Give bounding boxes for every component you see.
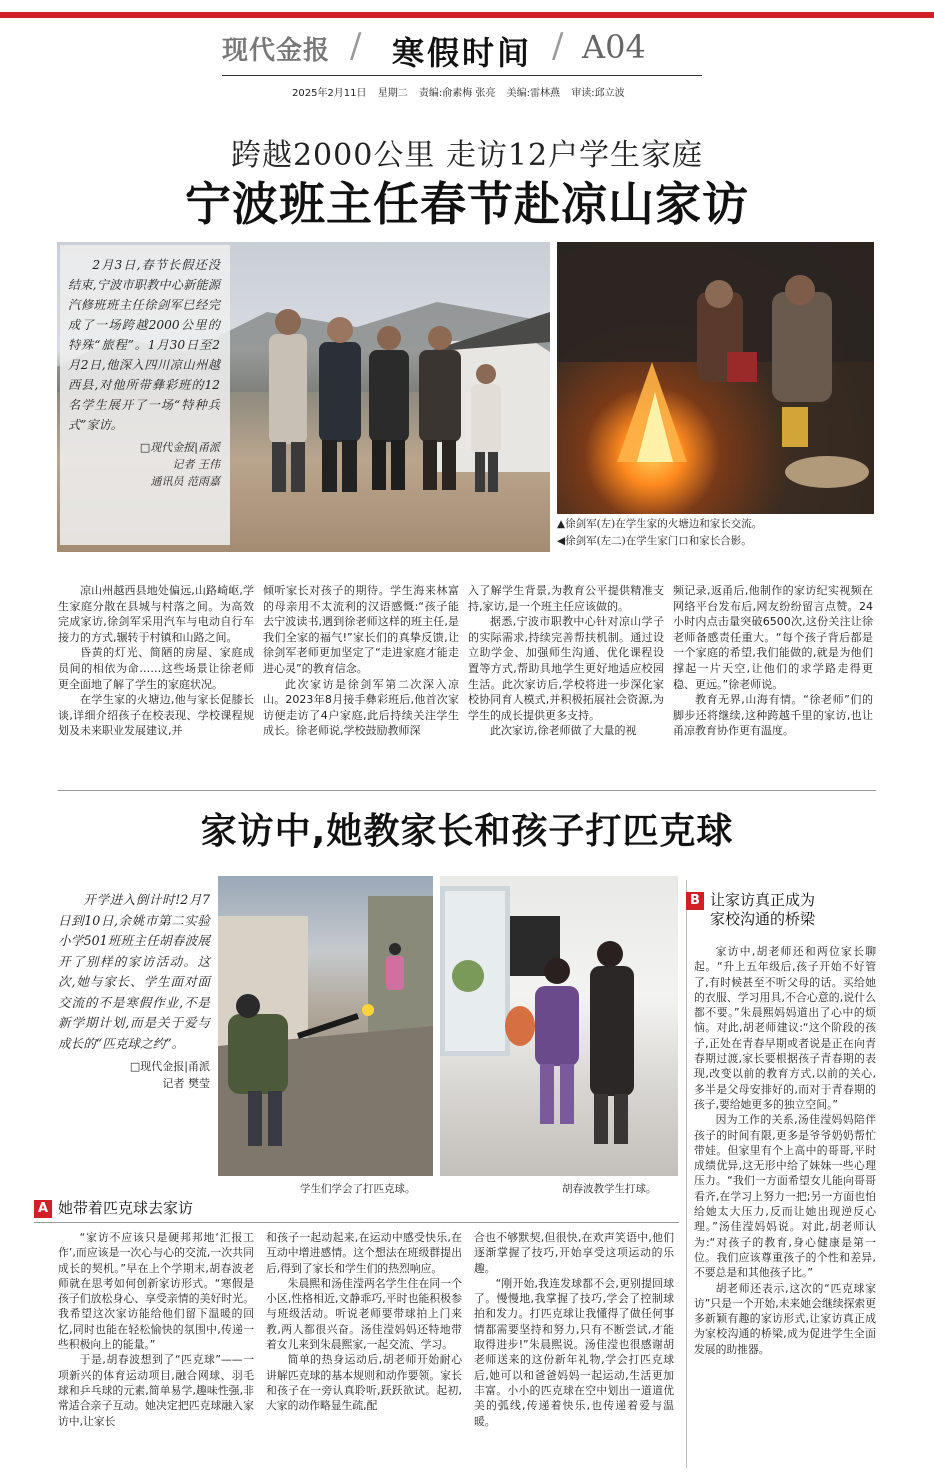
section-b-badge: B (686, 892, 704, 910)
paper-name: 现代金报 (222, 36, 331, 66)
photo-students-playing-image (218, 876, 433, 1176)
story1-headline: 宁波班主任春节赴凉山家访 (185, 177, 749, 231)
story1-col3-para: 入了解学生背景,为教育公平提供精准支持,家访,是一个班主任应该做的。 (468, 584, 664, 613)
story1-byline-reporter: 记者 王伟 (172, 458, 220, 471)
caption-group-photo: ◀徐剑军(左二)在学生家门口和家长合影。 (557, 535, 752, 547)
art-credit: 美编:雷林燕 (506, 88, 561, 99)
section-name: 寒假时间 (392, 34, 533, 72)
story1-captions (557, 516, 877, 550)
review-credit: 审读:邱立波 (571, 88, 625, 99)
section-a-col3-para: “刚开始,我连发球都不会,更别提回球了。慢慢地,我掌握了技巧,学会了控制球拍和发力。打匹克球让我懂得了做任何事情都需要坚持和努力,只有不断尝试,才能取得进步!”朱晨熙说。汤佳滢也很感谢胡老师送来的这份新年礼物,学会打匹克球后,她可以和爸爸妈妈一起运动,生活更加丰富。小小的匹克球在空中划出一道道优美的弧线,传递着快乐,也传递着爱与温暖。 (474, 1276, 674, 1428)
story1-column-1 (58, 583, 254, 739)
top-red-bar (0, 12, 934, 18)
photo-students-playing (218, 876, 433, 1176)
caption-students-playing: 学生们学会了打匹克球。 (300, 1183, 416, 1195)
masthead-rule (222, 75, 702, 76)
photo-fireside-talk-image (557, 242, 874, 514)
story2-lead (58, 890, 210, 1092)
story1-col4-para: 教育无界,山海有情。“徐老师”们的脚步还将继续,这种跨越千里的家访,也让甬凉教育协作更有温度。 (673, 693, 873, 738)
section-a-column-3 (474, 1230, 674, 1429)
issue-weekday: 星期二 (377, 88, 408, 99)
story1-byline-correspondent: 通讯员 范雨嘉 (150, 475, 220, 488)
caption-fireside: ▲徐剑军(左)在学生家的火塘边和家长交流。 (557, 518, 763, 530)
caption-teacher-teaching: 胡春波教学生打球。 (562, 1183, 657, 1195)
story1-col3-para: 此次家访,徐老师做了大量的视 (490, 724, 637, 738)
photo-teacher-teaching (440, 876, 678, 1176)
story1-subhead: 跨越2000公里 走访12户学生家庭 (230, 138, 704, 173)
story1-column-2 (263, 583, 459, 739)
story1-col3-para: 据悉,宁波市职教中心针对凉山学子的实际需求,持续完善帮扶机制。通过设立助学金、加强师生沟通、优化课程设置等方式,帮助具地学生更好地适应校园生活。此次家访后,学校将进一步深化家校协同育人模式,并积极拓展社会资源,为学生的成长提供更多支持。 (468, 615, 664, 722)
section-a-badge: A (34, 1200, 52, 1218)
section-a-rule (34, 1222, 679, 1223)
dateline (292, 84, 633, 99)
section-a-col1-para: 于是,胡春波想到了“匹克球”——一项新兴的体育运动项目,融合网球、羽毛球和乒乓球的元素,简单易学,趣味性强,非常适合亲子互动。她决定把匹克球融入家访中,让家长 (58, 1353, 254, 1428)
section-a-col2-para: 朱晨熙和汤佳滢两名学生住在同一个小区,性格相近,文静乖巧,平时也能积极参与班级活动。听说老师要带球拍上门来教,两人都很兴奋。汤佳滢妈妈还特地带着女儿来到朱晨熙家,一起交流、学习。 (266, 1276, 462, 1352)
story1-col1-para: 昏黄的灯光、简陋的房屋、家庭成员间的相依为命……这些场景让徐老师更全面地了解了学生的家庭状况。 (58, 646, 254, 691)
editor-credit: 责编:俞素梅 张亮 (418, 88, 496, 99)
story1-byline (68, 439, 220, 490)
section-a-col2-para: 简单的热身运动后,胡老师开始耐心讲解匹克球的基本规则和动作要领。家长和孩子在一旁认真聆听,跃跃欲试。起初,大家的动作略显生疏,配 (266, 1353, 462, 1413)
story1-lead-text: 2月3日,春节长假还没结束,宁波市职教中心新能源汽修班班主任徐剑军已经完成了一场跨越2000公里的特殊“旅程”。1月30日至2月2日,他深入四川凉山州越西县,对他所带彝彩班的12名学生展开了一场“特种兵式”家访。 (68, 258, 220, 432)
page-number: A04 (582, 28, 646, 66)
story2-headline: 家访中,她教家长和孩子打匹克球 (200, 811, 734, 852)
story-divider (58, 790, 876, 791)
story1-column-3 (468, 583, 664, 739)
masthead-slash-2: / (552, 26, 564, 66)
story2-byline-outlet: □现代金报|甬派 (129, 1060, 210, 1073)
story1-col1-para: 在学生家的火塘边,他与家长促膝长谈,详细介绍孩子在校表现、学校课程规划及未来职业发展建议,并 (58, 693, 254, 738)
section-b-rule (686, 880, 687, 1468)
masthead (222, 26, 702, 74)
section-b-para: 家访中,胡老师还和两位家长聊起。“升上五年级后,孩子开始不好管了,有时候甚至不听父母的话。买给她的衣服、学习用具,不合心意的,说什么都不要。”朱晨熙妈妈道出了心中的烦恼。对此,胡老师建议:“这个阶段的孩子,正处在青春早期或者说是正在向青春期过渡,家长要根据孩子青春期的表现,改变以前的教育方式,以前的关心,多半是父母安排好的,而对于青春期的孩子,要给她更多的独立空间。” (694, 945, 876, 1111)
section-a-col2-para: 和孩子一起动起来,在运动中感受快乐,在互动中增进感情。这个想法在班级群提出后,得到了家长和学生们的热烈响应。 (266, 1231, 462, 1275)
section-a-col3-para: 合也不够默契,但很快,在欢声笑语中,他们逐渐掌握了技巧,开始享受这项运动的乐趣。 (474, 1231, 674, 1275)
story1-byline-outlet: □现代金报|甬派 (139, 441, 220, 454)
story1-lead (68, 255, 220, 490)
masthead-slash: / (350, 26, 362, 66)
story1-col2-para: 此次家访是徐剑军第二次深入凉山。2023年8月接手彝彩班后,他首次家访便走访了4户家庭,此后持续关注学生成长。徐老师说,学校鼓励教师深 (263, 677, 459, 738)
section-b-title-line2: 家校沟通的桥梁 (710, 910, 816, 928)
section-a-column-1 (58, 1230, 254, 1429)
section-b-title-line1: 让家访真正成为 (710, 891, 816, 909)
section-b-para: 胡老师还表示,这次的“匹克球家访”只是一个开始,未来她会继续探索更多新颖有趣的家访形式,让家访真正成为家校沟通的桥梁,成为促进学生全面发展的助推器。 (694, 1281, 876, 1356)
story2-byline (58, 1058, 210, 1092)
story1-col2-para: 倾听家长对孩子的期待。学生海来林富的母亲用不太流利的汉语感慨:“孩子能去宁波读书,遇到徐老师这样的班主任,是我们全家的福气!”家长们的真挚反馈,让徐剑军老师更加坚定了“走进家庭才能走进心灵”的教育信念。 (263, 584, 459, 675)
section-a-title: 她带着匹克球去家访 (58, 1199, 194, 1217)
section-a-col1-para: “家访不应该只是硬邦邦地‘汇报工作’,而应该是一次心与心的交流,一次共同成长的契机。”早在上个学期末,胡春波老师就在思考如何创新家访形式。“寒假是孩子们放松身心、享受亲情的美好时光。我希望这次家访能给他们留下温暖的回忆,同时也能在轻松愉快的氛围中,传递一些积极向上的能量。” (58, 1231, 254, 1352)
photo-fireside-talk (557, 242, 874, 514)
story1-col4-para: 频记录,返甬后,他制作的家访纪实视频在网络平台发布后,网友纷纷留言点赞。24小时内点击量突破6500次,这份关注让徐老师备感责任重大。“每个孩子背后都是一个家庭的希望,我们能做的,就是为他们撑起一片天空,让他们的求学路走得更稳、更远。”徐老师说。 (673, 584, 873, 691)
story1-column-4 (673, 583, 873, 739)
story1-col1-para: 凉山州越西县地处偏远,山路崎岖,学生家庭分散在县城与村落之间。为高效完成家访,徐剑军采用汽车与电动自行车接力的方式,辗转于村镇和山路之间。 (58, 584, 254, 644)
section-b-column (694, 944, 876, 1357)
story2-byline-reporter: 记者 樊莹 (162, 1077, 210, 1090)
issue-date: 2025年2月11日 (292, 88, 367, 99)
story2-lead-text: 开学进入倒计时!2月7日到10日,余姚市第二实验小学501班班主任胡春波展开了别样的家访活动。这次,她与家长、学生面对面交流的不是寒假作业,不是新学期计划,而是关于爱与成长的“匹克球之约”。 (58, 892, 210, 1051)
section-b-title (710, 891, 815, 929)
section-b-para: 因为工作的关系,汤佳滢妈妈陪伴孩子的时间有限,更多是爷爷奶奶帮忙带娃。但家里有个上高中的哥哥,平时成绩优异,这无形中给了妹妹一些心理压力。“我们一方面希望女儿能向哥哥看齐,在学习上努力一把;另一方面也怕给她太大压力,反而让她出现逆反心理。”汤佳滢妈妈说。对此,胡老师认为:“对孩子的教育,身心健康是第一位。我们应该尊重孩子的个性和差异,不要总是和其他孩子比。” (694, 1113, 876, 1280)
section-a-column-2 (266, 1230, 462, 1414)
photo-teacher-teaching-image (440, 876, 678, 1176)
